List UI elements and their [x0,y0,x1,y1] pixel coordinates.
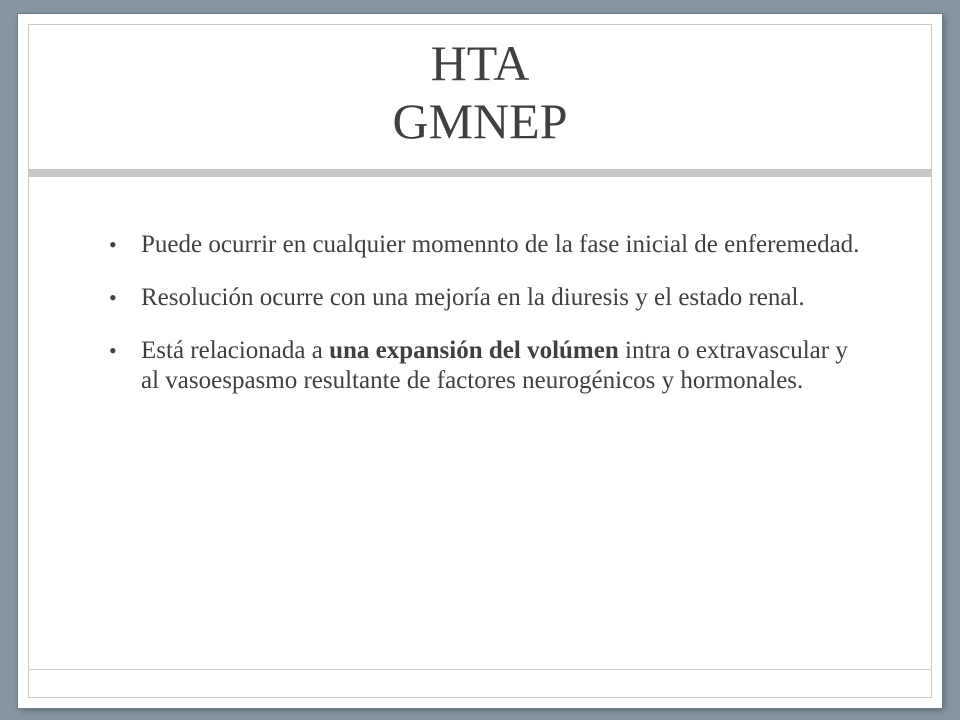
bullet-item [103,283,863,313]
slide-title [28,34,932,150]
bullet-text: Puede ocurrir en cualquier momennto de la fase inicial de enferemedad. [141,231,860,258]
bullet-text-start: Está relacionada a [141,337,330,364]
title-line-1: HTA [430,35,530,91]
footer-divider [28,669,932,670]
title-divider [28,169,932,177]
bullet-text-end: intra o extravascular y al vasoespasmo resultante de factores neurogénicos y hormonales. [141,337,848,394]
bullet-item [103,230,863,260]
title-line-2: GMNEP [392,93,568,149]
slide [18,14,942,708]
bullet-text-bold: una expansión del volúmen [329,337,619,364]
bullet-item [103,336,863,396]
bullet-text: Resolución ocurre con una mejoría en la diuresis y el estado renal. [141,284,805,311]
bullet-list [103,230,863,419]
